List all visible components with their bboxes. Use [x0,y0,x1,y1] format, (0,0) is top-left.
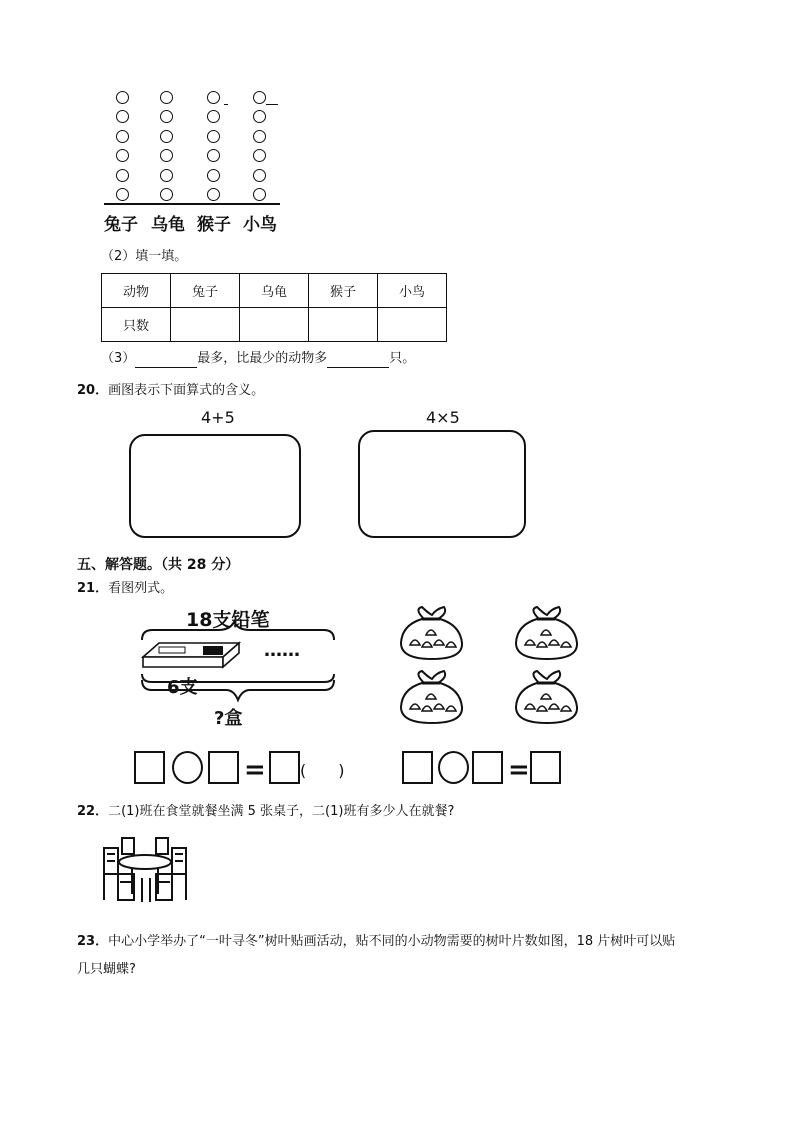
question-number: 21． [77,581,109,596]
answer-cell[interactable] [309,308,378,342]
answer-square[interactable] [208,751,239,784]
pictograph-circle [253,130,266,143]
pictograph-circle [207,91,220,104]
answer-square[interactable] [269,751,300,784]
count-table [101,273,447,342]
pictograph-circle [253,110,266,123]
answer-square[interactable] [402,751,433,784]
pencil-box-icon [141,639,241,669]
pictograph-circle [207,110,220,123]
table-cell: 猴子 [309,274,378,308]
table-cell: 乌龟 [240,274,309,308]
operator-circle[interactable] [172,751,203,784]
dining-table-icon [102,834,188,904]
table-cell: 只数 [102,308,171,342]
q23-line2: 几只蝴蝶? [77,962,136,977]
pictograph-baseline [104,203,280,205]
equals-sign: = [244,755,266,785]
pictograph-circle [253,169,266,182]
operator-circle[interactable] [438,751,469,784]
pictograph-circle [253,188,266,201]
formula-right: 4×5 [426,408,460,427]
pictograph-circle [207,130,220,143]
pictograph-circle [160,149,173,162]
q21 [77,581,173,597]
answer-square[interactable] [134,751,165,784]
table-row [102,308,447,342]
pictograph-circle [253,91,266,104]
ellipsis: …… [264,640,300,661]
table-cell: 小鸟 [378,274,447,308]
question-number: 20． [77,383,109,398]
dumpling-bag-icon [513,669,581,725]
table-cell: 动物 [102,274,171,308]
q19-part2-label: （2）填一填。 [101,249,188,264]
question-text: 画图表示下面算式的含义。 [108,383,265,398]
pictograph-circle [116,91,129,104]
q19-part3-prefix: （3） [101,351,136,366]
formula-left: 4+5 [201,408,235,427]
pictograph-label-monkey: 猴子 [197,215,231,235]
answer-cell[interactable] [171,308,240,342]
tick-mark [224,104,228,105]
answer-square[interactable] [472,751,503,784]
question-label: ?盒 [214,708,243,729]
equals-sign: = [508,755,530,785]
unit-parens[interactable]: ( ) [300,761,345,780]
question-number: 22． [77,804,109,819]
pictograph-circle [160,169,173,182]
table-cell: 兔子 [171,274,240,308]
pictograph-label-turtle: 乌龟 [151,215,185,235]
pictograph-circle [207,188,220,201]
pictograph-circle [116,169,129,182]
pictograph-circle [116,188,129,201]
pictograph-circle [207,149,220,162]
q23 [77,934,675,950]
pictograph-circle [116,149,129,162]
pictograph-circle [160,188,173,201]
question-number: 23． [77,934,109,949]
pictograph-circle [160,91,173,104]
q19-part3-middle: 最多，比最少的动物多 [197,351,328,366]
section-title: 五、解答题。（共 28 分） [77,557,240,573]
q19-part3-suffix: 只。 [389,351,416,366]
answer-square[interactable] [530,751,561,784]
question-text: 二(1)班在食堂就餐坐满 5 张桌子，二(1)班有多少人在就餐? [108,804,455,819]
pictograph-label-bird: 小鸟 [243,215,277,235]
q19-part3 [101,351,415,368]
answer-blank[interactable] [327,351,389,368]
pictograph-circle [116,110,129,123]
pictograph-circle [207,169,220,182]
table-row [102,274,447,308]
pictograph-circle [253,149,266,162]
pictograph-circle [160,110,173,123]
question-text: 中心小学举办了“一叶寻冬”树叶贴画活动，贴不同的小动物需要的树叶片数如图，18 片树叶可以贴 [108,934,676,949]
drawing-box-left[interactable] [129,434,301,538]
q20 [77,383,264,399]
tick-mark [266,104,278,105]
q22 [77,804,454,820]
dumpling-bag-icon [398,669,466,725]
answer-blank[interactable] [135,351,197,368]
dumpling-bag-icon [513,605,581,661]
answer-cell[interactable] [240,308,309,342]
pictograph-circle [160,130,173,143]
pictograph-circle [116,130,129,143]
drawing-box-right[interactable] [358,430,526,538]
answer-cell[interactable] [378,308,447,342]
dumpling-bag-icon [398,605,466,661]
pictograph-label-rabbit: 兔子 [104,215,138,235]
per-box-label: 6支 [167,677,198,698]
pencil-total-label: 18支铅笔 [186,609,270,631]
question-text: 看图列式。 [108,581,174,596]
